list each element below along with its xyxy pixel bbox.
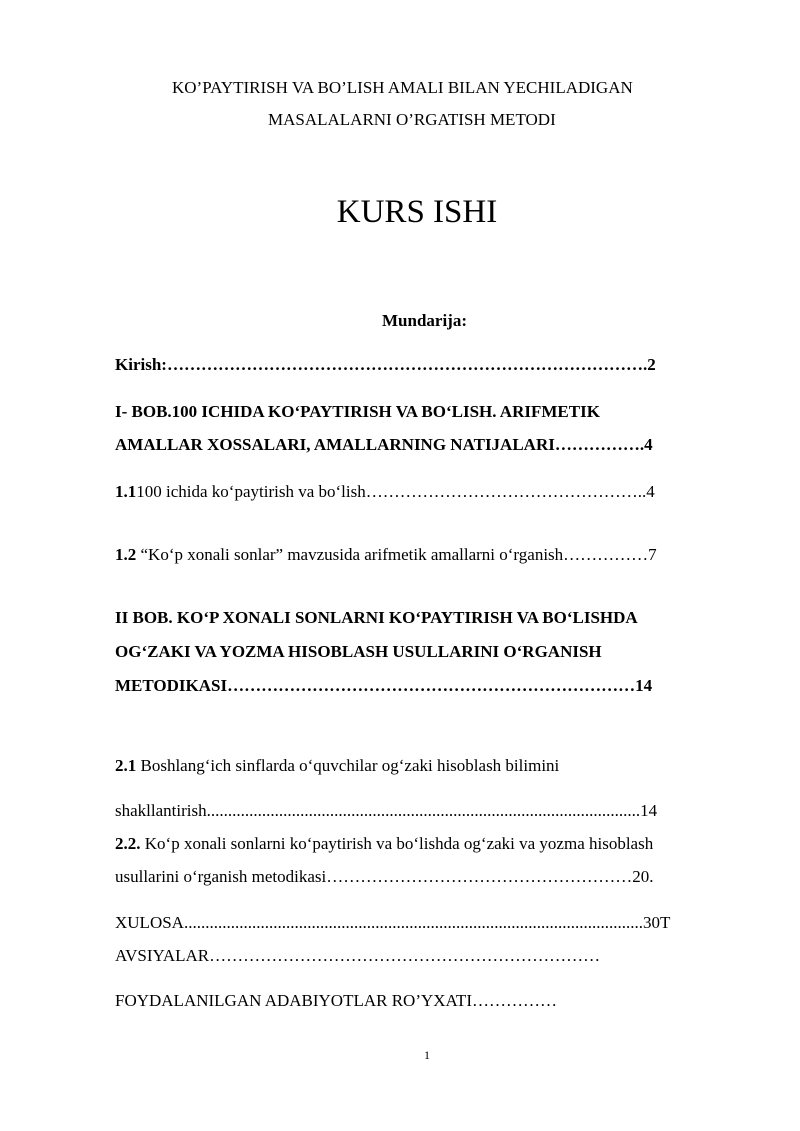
toc-conclusion: XULOSA............................................................................................................30T [115, 913, 671, 932]
page-number: 1 [424, 1048, 430, 1062]
toc-section-2-2-line-2: usullarini o‘rganish metodikasi………………………………………………20. [115, 867, 654, 886]
toc-chapter2-line-2: OG‘ZAKI VA YOZMA HISOBLASH USULLARINI O‘RGANISH [115, 642, 602, 661]
document-type-title: KURS ISHI [336, 194, 498, 230]
header-title-line-1: KO’PAYTIRISH VA BO’LISH AMALI BILAN YECHILADIGAN [172, 78, 633, 97]
section-title: 100 ichida ko‘paytirish va bo‘lish…………………………………………..4 [136, 482, 655, 501]
section-title: “Ko‘p xonali sonlar” mavzusida arifmetik amallarni o‘rganish……………7 [136, 545, 657, 564]
section-number: 1.2 [115, 545, 137, 564]
toc-section-2-1-line-1 [115, 756, 559, 776]
header-title-line-2: MASALALARNI O’RGATISH METODI [268, 110, 556, 129]
section-number: 2.2. [115, 834, 141, 853]
toc-chapter2-line-1: II BOB. KO‘P XONALI SONLARNI KO‘PAYTIRISH VA BO‘LISHDA [115, 608, 638, 627]
section-title: Boshlang‘ich sinflarda o‘quvchilar og‘zaki hisoblash bilimini [136, 756, 560, 775]
toc-heading: Mundarija: [382, 311, 467, 330]
toc-references: FOYDALANILGAN ADABIYOTLAR RO’YXATI…………… [115, 991, 557, 1010]
toc-section-2-1-line-2: shakllantirish......................................................................................................14 [115, 801, 658, 820]
toc-section-1-2 [115, 545, 657, 565]
toc-intro: Kirish:………………………………………………………………………….2 [115, 355, 656, 374]
toc-chapter2-line-3: METODIKASI………………………………………………………………14 [115, 676, 653, 695]
toc-chapter1-line-2: AMALLAR XOSSALARI, AMALLARNING NATIJALARI…………….4 [115, 435, 653, 454]
toc-section-1-1 [115, 482, 655, 502]
section-title: Ko‘p xonali sonlarni ko‘paytirish va bo‘lishda og‘zaki va yozma hisoblash [140, 834, 654, 853]
toc-chapter1-line-1: I- BOB.100 ICHIDA KO‘PAYTIRISH VA BO‘LISH. ARIFMETIK [115, 402, 600, 421]
toc-recommendations: AVSIYALAR…………………………………………………………… [115, 946, 601, 965]
section-number: 2.1 [115, 756, 137, 775]
toc-section-2-2-line-1 [115, 834, 653, 854]
section-number: 1.1 [115, 482, 137, 501]
